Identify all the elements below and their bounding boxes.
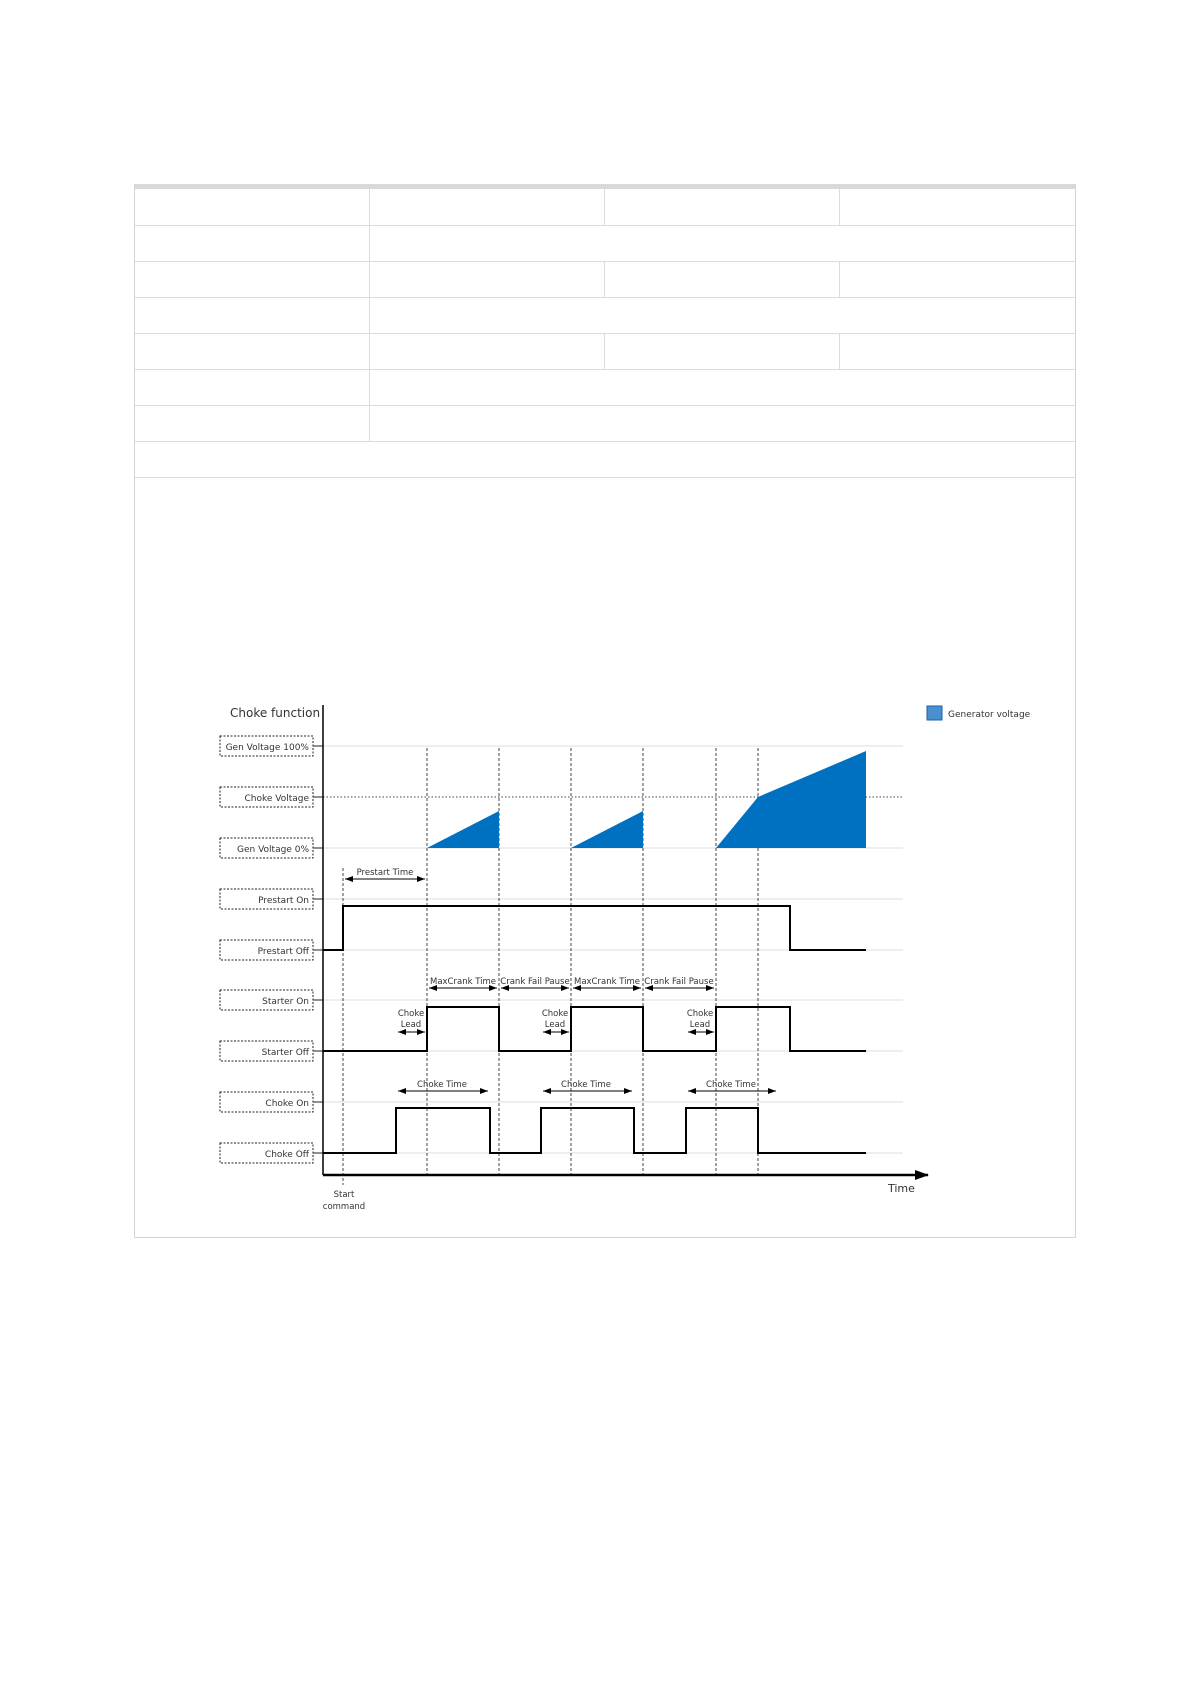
gen-voltage-ramp-2 — [571, 811, 643, 848]
label-prestart-off — [220, 940, 323, 960]
start-label: Start — [333, 1190, 355, 1200]
svg-text:Choke Off: Choke Off — [264, 1150, 309, 1160]
prestart-time-label: Prestart Time — [356, 868, 414, 878]
choke-lead-label-1a: Choke — [397, 1009, 425, 1019]
label-starter-off — [220, 1041, 323, 1061]
choke-lead-label-3a: Choke — [686, 1009, 714, 1019]
prestart-waveform — [323, 906, 866, 950]
maxcrank-label-1: MaxCrank Time — [429, 977, 497, 987]
svg-text:Starter On: Starter On — [262, 997, 309, 1007]
svg-text:Prestart Off: Prestart Off — [257, 947, 309, 957]
choke-time-dimensions — [398, 1080, 776, 1091]
choke-lead-label-1b: Lead — [400, 1020, 422, 1030]
svg-text:Choke On: Choke On — [265, 1099, 309, 1109]
command-label: command — [322, 1202, 366, 1212]
label-gen-voltage-0 — [220, 838, 323, 858]
label-choke-on — [220, 1092, 323, 1112]
label-starter-on — [220, 990, 323, 1010]
generator-voltage-areas — [427, 751, 866, 848]
signal-labels — [220, 736, 323, 1163]
label-gen-voltage-100 — [220, 736, 323, 756]
choke-time-label-2: Choke Time — [561, 1080, 611, 1090]
choke-time-label-1: Choke Time — [417, 1080, 467, 1090]
legend-swatch — [927, 706, 942, 720]
diagram-title: Choke function — [230, 706, 321, 720]
choke-lead-label-2a: Choke — [541, 1009, 569, 1019]
x-axis-label: Time — [888, 1182, 915, 1195]
gen-voltage-ramp-1 — [427, 811, 499, 848]
maxcrank-label-2: MaxCrank Time — [573, 977, 641, 987]
svg-text:Gen Voltage 0%: Gen Voltage 0% — [237, 845, 309, 855]
crank-fail-pause-label-2: Crank Fail Pause — [644, 977, 714, 987]
choke-lead-label-3b: Lead — [689, 1020, 711, 1030]
svg-text:Choke Voltage: Choke Voltage — [244, 794, 309, 804]
choke-time-label-3: Choke Time — [706, 1080, 756, 1090]
gen-voltage-ramp-3 — [716, 751, 866, 848]
choke-lead-label-2b: Lead — [544, 1020, 566, 1030]
label-choke-voltage — [220, 787, 323, 807]
svg-text:Starter Off: Starter Off — [261, 1048, 309, 1058]
event-lines — [343, 748, 758, 1185]
choke-waveform — [323, 1108, 866, 1153]
svg-text:Gen Voltage 100%: Gen Voltage 100% — [225, 743, 309, 753]
legend-label: Generator voltage — [948, 710, 1031, 720]
label-choke-off — [220, 1143, 323, 1163]
choke-lead-dimensions — [398, 1009, 714, 1032]
svg-text:Prestart On: Prestart On — [258, 896, 309, 906]
crank-fail-pause-label-1: Crank Fail Pause — [500, 977, 570, 987]
label-prestart-on — [220, 889, 323, 909]
